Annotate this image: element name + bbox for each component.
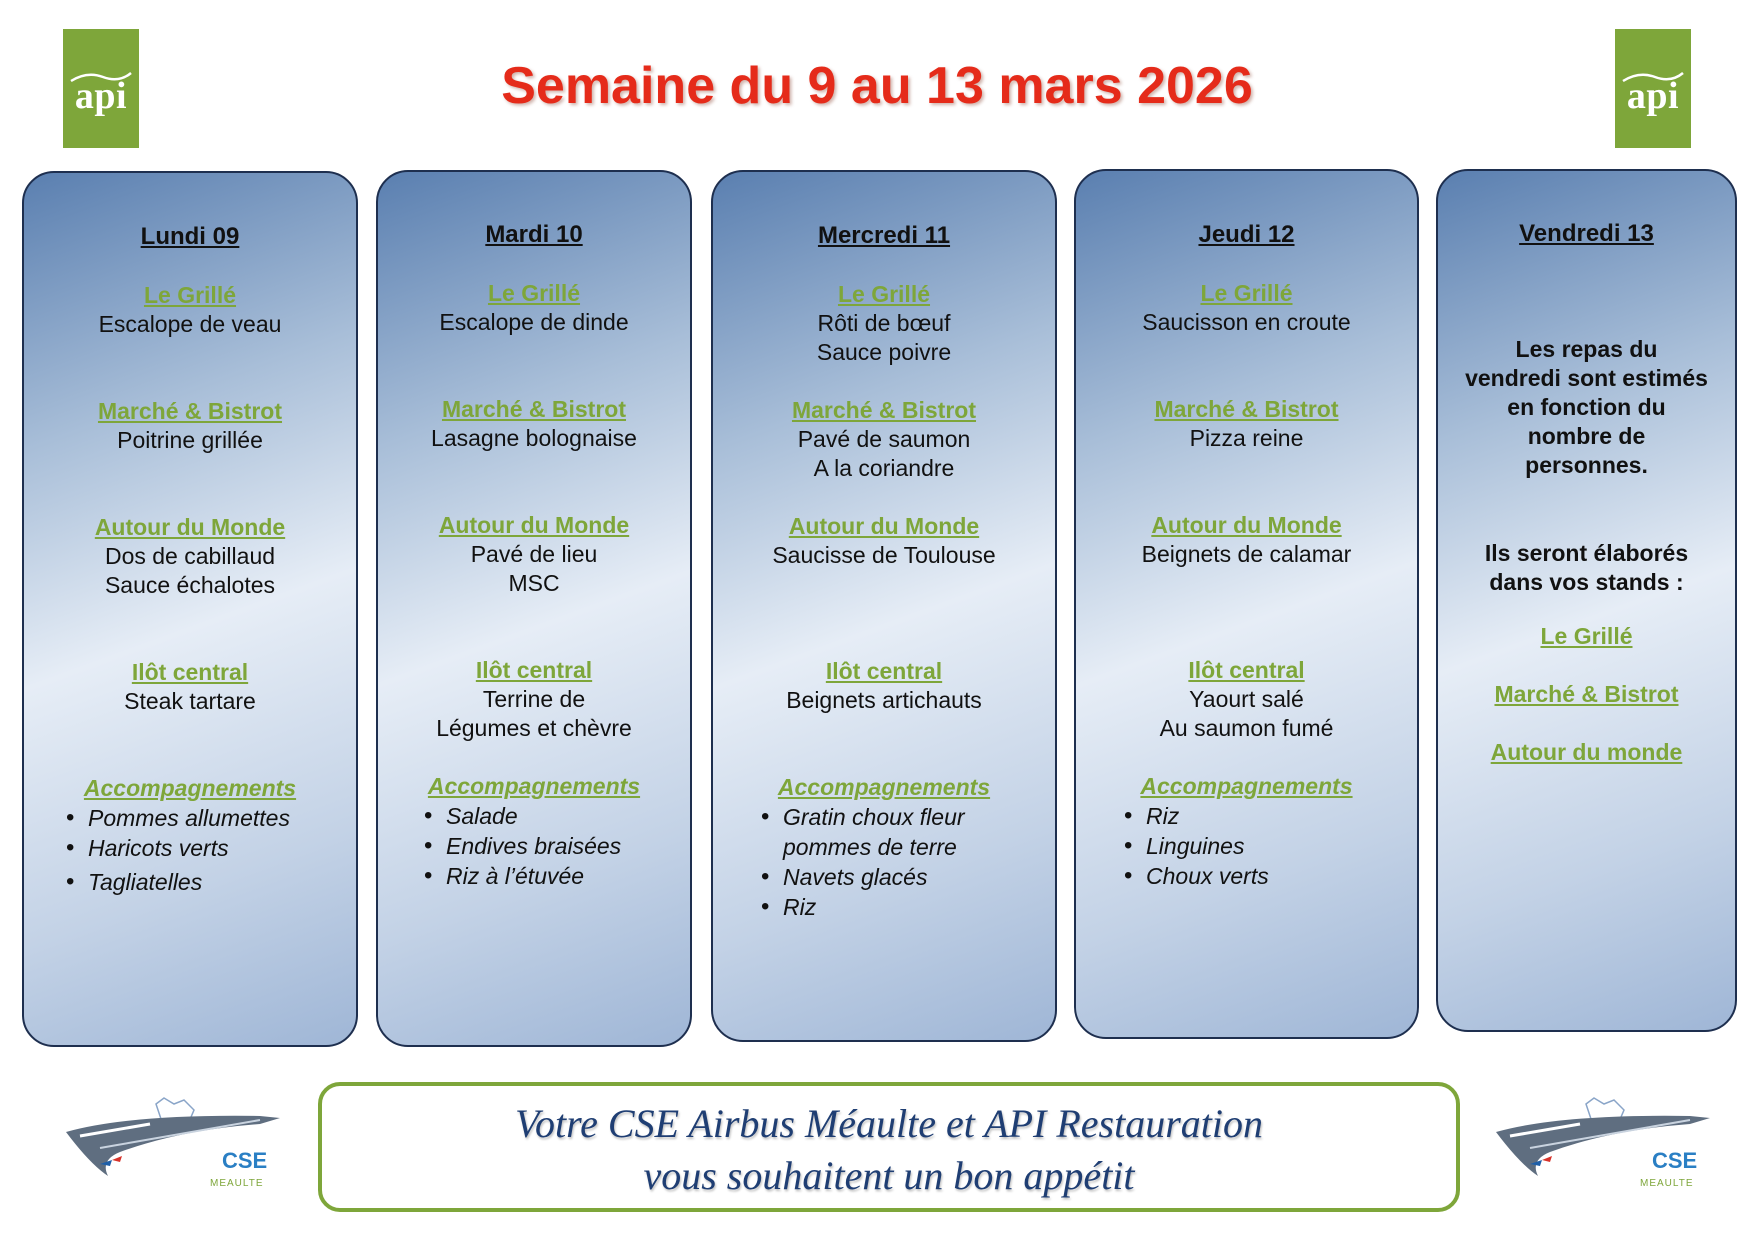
stand-grille xyxy=(1076,278,1417,337)
note-line: vendredi sont estimés xyxy=(1465,365,1708,391)
stand-accompagnements xyxy=(24,773,356,803)
stand-label: Ilôt central xyxy=(825,658,943,684)
stand-label: Accompagnements xyxy=(777,774,991,800)
stand-accompagnements xyxy=(1076,771,1417,801)
side-dish-list xyxy=(759,802,965,922)
note-line: personnes. xyxy=(1525,452,1648,478)
list-item: • Riz à l’étuvée xyxy=(422,861,621,891)
list-item: • Riz xyxy=(759,892,965,922)
day-card-thursday xyxy=(1074,169,1419,1039)
cse-logo-label: CSE xyxy=(222,1148,268,1173)
day-title: Mercredi 11 xyxy=(817,222,951,249)
cse-meaulte-logo xyxy=(1490,1090,1720,1200)
dish-line: Steak tartare xyxy=(124,688,256,714)
note-line: Les repas du xyxy=(1515,336,1658,362)
list-item: • Choux verts xyxy=(1122,861,1269,891)
stand-monde xyxy=(713,511,1055,570)
cse-meaulte-logo xyxy=(60,1090,290,1200)
page-title: Semaine du 9 au 13 mars 2026 xyxy=(501,57,1253,115)
stand-ilot xyxy=(713,656,1055,715)
stand-monde xyxy=(24,512,356,600)
friday-stands-intro xyxy=(1438,539,1735,597)
footer-message-box xyxy=(318,1082,1460,1212)
dish-line: Pavé de lieu xyxy=(470,541,598,567)
friday-note xyxy=(1438,335,1735,480)
dish-line: Pizza reine xyxy=(1189,425,1304,451)
day-card-friday xyxy=(1436,169,1737,1032)
dish-line: Beignets artichauts xyxy=(786,687,982,713)
airplane-icon xyxy=(60,1090,290,1200)
stand-label: Le Grillé xyxy=(487,280,581,306)
stand-label: Autour du Monde xyxy=(1151,512,1342,538)
stand-grille xyxy=(378,278,690,337)
list-item: • Linguines xyxy=(1122,831,1269,861)
stand-label: Marché & Bistrot xyxy=(791,397,977,423)
list-item: • Gratin choux fleur xyxy=(759,802,965,832)
stand-label: Marché & Bistrot xyxy=(97,398,283,424)
list-item-continued: pommes de terre xyxy=(783,834,957,860)
stand-label: Marché & Bistrot xyxy=(1154,396,1339,422)
dish-line: Pavé de saumon xyxy=(797,426,971,452)
dish-line: Sauce échalotes xyxy=(104,572,276,598)
day-card-wednesday xyxy=(711,170,1057,1042)
dish-line: Saucisse de Toulouse xyxy=(772,542,996,568)
cse-logo-sublabel: MEAULTE xyxy=(210,1178,264,1189)
stand-ilot xyxy=(378,655,690,743)
stand-label: Autour du Monde xyxy=(788,513,980,539)
stand-monde xyxy=(1076,510,1417,569)
stand-label: Ilôt central xyxy=(131,659,249,685)
list-item: • Endives braisées xyxy=(422,831,621,861)
api-logo-text: api xyxy=(1626,74,1680,117)
friday-stand-monde: Autour du monde xyxy=(1490,739,1683,765)
dish-line: MSC xyxy=(508,570,560,596)
dish-line: Beignets de calamar xyxy=(1141,541,1352,567)
stand-label: Autour du Monde xyxy=(94,514,286,540)
day-title: Jeudi 12 xyxy=(1198,221,1295,248)
api-logo-text: api xyxy=(74,74,128,117)
stand-label: Ilôt central xyxy=(475,657,593,683)
day-title: Vendredi 13 xyxy=(1519,220,1654,247)
dish-line: Au saumon fumé xyxy=(1159,715,1334,741)
friday-stand-marche: Marché & Bistrot xyxy=(1494,681,1679,707)
stand-label: Marché & Bistrot xyxy=(441,396,627,422)
stand-ilot xyxy=(24,657,356,716)
friday-stand-grille: Le Grillé xyxy=(1540,623,1633,649)
list-item: • Salade xyxy=(422,801,621,831)
cse-logo-label: CSE xyxy=(1652,1148,1698,1173)
dish-line: Légumes et chèvre xyxy=(436,715,632,741)
note-line: Ils seront élaborés xyxy=(1484,540,1689,566)
footer-line-1: Votre CSE Airbus Méaulte et API Restauration xyxy=(514,1101,1264,1146)
dish-line: Escalope de veau xyxy=(98,311,282,337)
stand-marche xyxy=(24,396,356,455)
stand-label: Autour du Monde xyxy=(438,512,630,538)
side-dish-list xyxy=(422,801,621,891)
day-card-monday xyxy=(22,171,358,1047)
list-item: • Haricots verts xyxy=(64,833,290,863)
dish-line: Sauce poivre xyxy=(816,339,952,365)
dish-line: Terrine de xyxy=(482,686,586,712)
note-line: nombre de xyxy=(1527,423,1646,449)
stand-marche xyxy=(713,395,1055,483)
dish-line: Lasagne bolognaise xyxy=(431,425,637,451)
stand-label: Le Grillé xyxy=(143,282,237,308)
stand-grille xyxy=(713,279,1055,367)
stand-label: Accompagnements xyxy=(83,775,297,801)
stand-label: Accompagnements xyxy=(1140,773,1353,799)
dish-line: A la coriandre xyxy=(813,455,955,481)
dish-line: Saucisson en croute xyxy=(1142,309,1351,335)
stand-label: Accompagnements xyxy=(427,773,641,799)
stand-label: Le Grillé xyxy=(1200,280,1293,306)
list-item: • Riz xyxy=(1122,801,1269,831)
note-line: dans vos stands : xyxy=(1489,569,1684,595)
dish-line: Escalope de dinde xyxy=(439,309,629,335)
note-line: en fonction du xyxy=(1507,394,1666,420)
dish-line: Yaourt salé xyxy=(1189,686,1304,712)
footer-line-2: vous souhaitent un bon appétit xyxy=(643,1153,1135,1198)
dish-line: Dos de cabillaud xyxy=(104,543,276,569)
airplane-icon xyxy=(1490,1090,1720,1200)
cse-logo-sublabel: MEAULTE xyxy=(1640,1178,1694,1189)
stand-label: Ilôt central xyxy=(1188,657,1305,683)
stand-marche xyxy=(378,394,690,453)
list-item: • Tagliatelles xyxy=(64,867,290,897)
day-title: Mardi 10 xyxy=(485,221,583,248)
side-dish-list xyxy=(1122,801,1269,891)
stand-marche xyxy=(1076,394,1417,453)
list-item: • Navets glacés xyxy=(759,862,965,892)
stand-ilot xyxy=(1076,655,1417,743)
stand-label: Le Grillé xyxy=(837,281,931,307)
list-item: • Pommes allumettes xyxy=(64,803,290,833)
side-dish-list xyxy=(64,803,290,897)
stand-grille xyxy=(24,280,356,339)
dish-line: Rôti de bœuf xyxy=(817,310,951,336)
stand-accompagnements xyxy=(713,772,1055,802)
day-title: Lundi 09 xyxy=(140,223,240,250)
dish-line: Poitrine grillée xyxy=(117,427,263,453)
stand-accompagnements xyxy=(378,771,690,801)
day-card-tuesday xyxy=(376,170,692,1047)
stand-monde xyxy=(378,510,690,598)
